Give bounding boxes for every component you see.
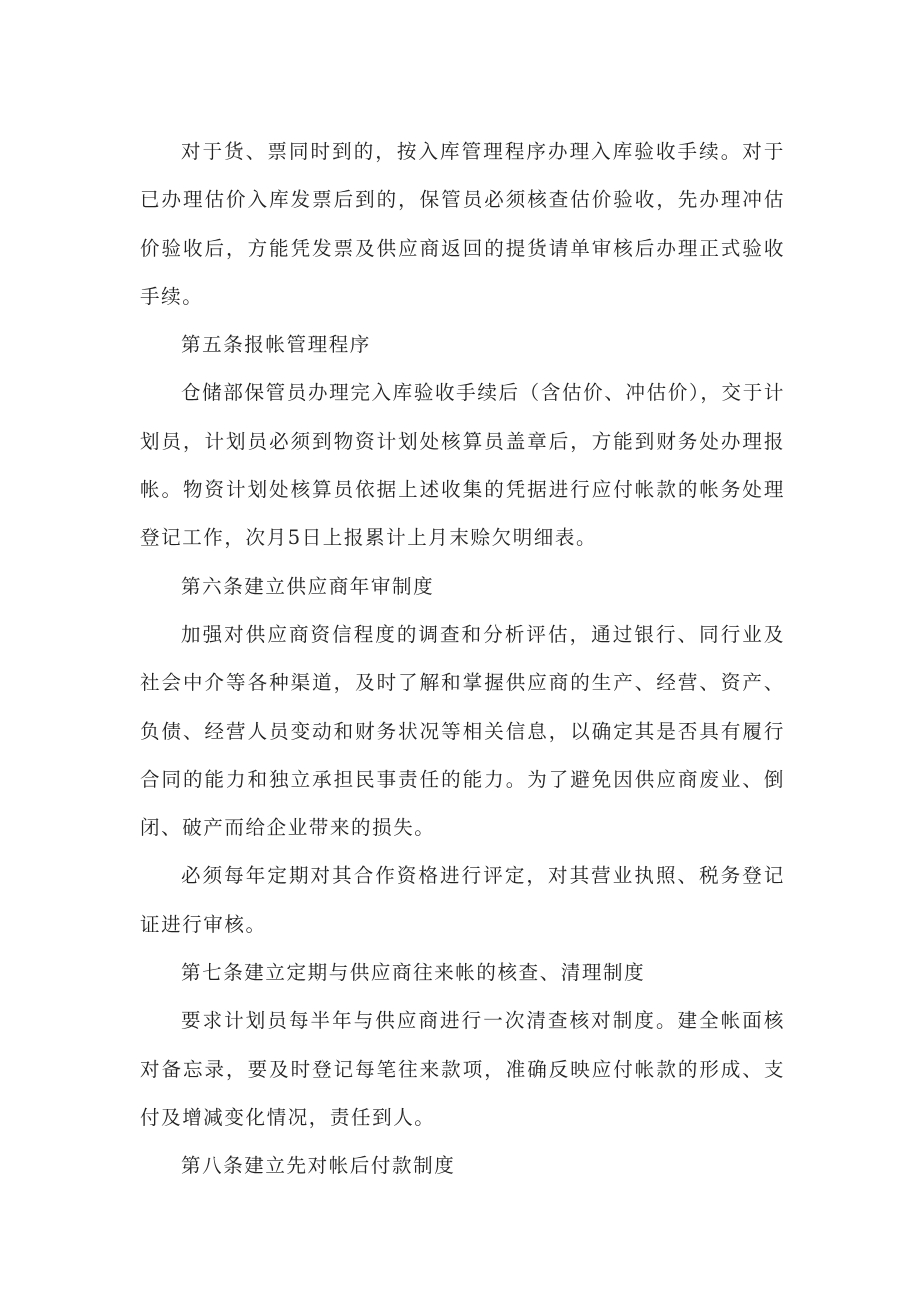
document-page — [140, 128, 785, 1191]
heading-article-7: 第七条建立定期与供应商往来帐的核查、清理制度 — [181, 961, 646, 985]
heading-article-5: 第五条报帐管理程序 — [181, 333, 371, 357]
paragraph-goods-invoice-arrival: 对于货、票同时到的，按入库管理程序办理入库验收手续。对于已办理估价入库发票后到的，保管员必须核查估价验收，先办理冲估价验收后，方能凭发票及供应商返回的提货请单审核后办理正式验收手续。 — [140, 140, 785, 308]
paragraph-reimbursement-procedure: 仓储部保管员办理完入库验收手续后（含估价、冲估价），交于计划员，计划员必须到物资计划处核算员盖章后，方能到财务处办理报帐。物资计划处核算员依据上述收集的凭据进行应付帐款的帐务处理登记工作，次月5日上报累计上月末赊欠明细表。 — [140, 381, 785, 550]
paragraph-annual-qualification-review: 必须每年定期对其合作资格进行评定，对其营业执照、税务登记证进行审核。 — [140, 864, 785, 936]
paragraph-account-reconciliation: 要求计划员每半年与供应商进行一次清查核对制度。建全帐面核对备忘录，要及时登记每笔往来款项，准确反映应付帐款的形成、支付及增减变化情况，责任到人。 — [140, 1009, 785, 1129]
heading-article-8: 第八条建立先对帐后付款制度 — [181, 1154, 456, 1178]
heading-article-6: 第六条建立供应商年审制度 — [181, 574, 435, 598]
paragraph-supplier-credit-evaluation: 加强对供应商资信程度的调查和分析评估，通过银行、同行业及社会中介等各种渠道，及时了解和掌握供应商的生产、经营、资产、负债、经营人员变动和财务状况等相关信息，以确定其是否具有履行合同的能力和独立承担民事责任的能力。为了避免因供应商废业、倒闭、破产而给企业带来的损失。 — [140, 622, 785, 840]
